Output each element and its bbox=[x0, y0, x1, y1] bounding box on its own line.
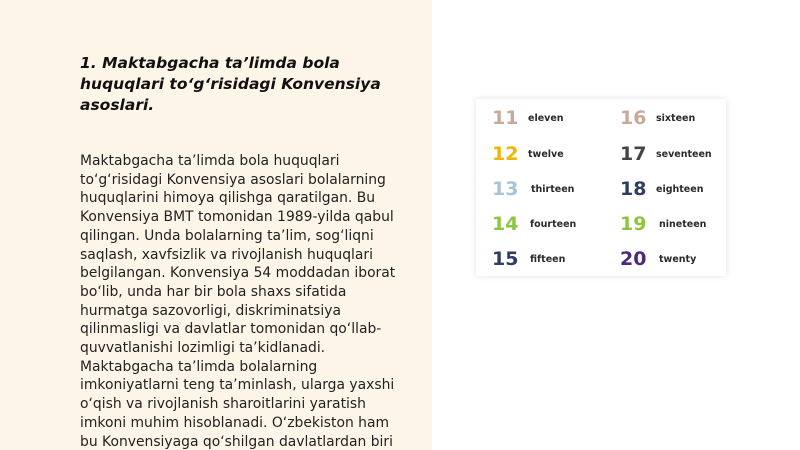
body-line: quvvatlanishi lozimligi ta’kidlanadi. bbox=[80, 340, 326, 357]
body-line: hurmatga sazovorligi, diskriminatsiya bbox=[80, 302, 342, 319]
number-digit: 13 bbox=[492, 178, 519, 200]
number-digit: 15 bbox=[492, 248, 519, 270]
number-word: thirteen bbox=[531, 183, 575, 195]
body-line: huquqlarini himoya qilishga qaratilgan. Bu bbox=[80, 190, 376, 207]
heading-line: huquqlari to‘g‘risidagi Konvensiya bbox=[80, 75, 381, 93]
number-row bbox=[620, 105, 695, 131]
section-heading bbox=[80, 53, 410, 116]
number-row bbox=[620, 246, 696, 272]
body-line: qilingan. Unda bolalarning ta’lim, sog‘liqni bbox=[80, 227, 374, 244]
number-row bbox=[492, 176, 574, 202]
number-digit: 18 bbox=[620, 178, 647, 200]
number-word: seventeen bbox=[656, 148, 712, 160]
number-word: twenty bbox=[659, 253, 697, 265]
body-line: bu Konvensiyaga qo‘shilgan davlatlardan biri bbox=[80, 433, 393, 450]
number-digit: 19 bbox=[620, 213, 647, 235]
number-digit: 20 bbox=[620, 248, 647, 270]
body-line: o‘qish va rivojlanish sharoitlarini yaratish bbox=[80, 396, 366, 413]
heading-line: asoslari. bbox=[80, 96, 155, 114]
number-row bbox=[492, 105, 564, 131]
number-row bbox=[620, 176, 703, 202]
body-line: to‘g‘risidagi Konvensiya asoslari bolalarning bbox=[80, 171, 386, 188]
number-digit: 17 bbox=[620, 143, 647, 165]
body-paragraph bbox=[80, 152, 425, 450]
heading-line: 1. Maktabgacha ta’limda bola bbox=[80, 54, 340, 72]
number-row bbox=[492, 211, 576, 237]
number-word: fourteen bbox=[530, 218, 577, 230]
body-line: Konvensiya BMT tomonidan 1989-yilda qabul bbox=[80, 209, 394, 226]
number-digit: 16 bbox=[620, 107, 647, 129]
number-word: eleven bbox=[528, 112, 564, 124]
body-line: qilinmasligi va davlatlar tomonidan qo‘llab- bbox=[80, 321, 382, 338]
number-word: sixteen bbox=[656, 112, 696, 124]
number-digit: 14 bbox=[492, 213, 519, 235]
body-line: saqlash, xavfsizlik va rivojlanish huquqlari bbox=[80, 246, 373, 263]
number-digit: 11 bbox=[492, 107, 519, 129]
number-word: twelve bbox=[528, 148, 564, 160]
number-row bbox=[492, 141, 564, 167]
body-line: Maktabgacha ta’limda bolalarning bbox=[80, 358, 318, 375]
body-line: belgilangan. Konvensiya 54 moddadan iborat bbox=[80, 265, 396, 282]
number-row bbox=[620, 211, 706, 237]
body-line: imkoni muhim hisoblanadi. O‘zbekiston ham bbox=[80, 414, 390, 431]
number-word: fifteen bbox=[530, 253, 566, 265]
number-word: eighteen bbox=[656, 183, 704, 195]
number-digit: 12 bbox=[492, 143, 519, 165]
body-line: bo‘lib, unda har bir bola shaxs sifatida bbox=[80, 283, 347, 300]
number-word: nineteen bbox=[659, 218, 707, 230]
body-line: Maktabgacha ta’limda bola huquqlari bbox=[80, 153, 340, 169]
numbers-image bbox=[476, 99, 726, 276]
number-row bbox=[492, 246, 565, 272]
number-row bbox=[620, 141, 712, 167]
body-line: imkoniyatlarni teng ta’minlash, ularga yaxshi bbox=[80, 377, 395, 394]
